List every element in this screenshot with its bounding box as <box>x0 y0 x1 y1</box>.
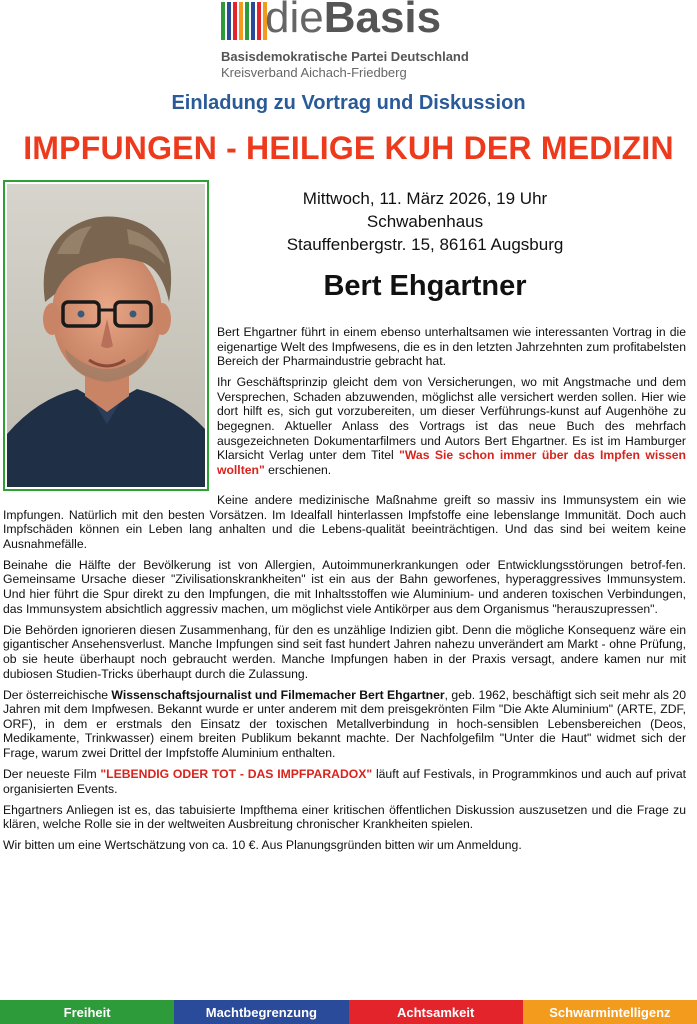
text-run: Der neueste Film <box>3 767 101 782</box>
logo-bar <box>227 2 231 40</box>
invite-heading: Einladung zu Vortrag und Diskussion <box>171 92 526 114</box>
footer-item-schwarmintelligenz: Schwarmintelligenz <box>523 1000 697 1024</box>
body-paragraph: Ehgartners Anliegen ist es, das tabuisierte Impfthema einer kritischen öffentlichen Diskussion auszusetzen und die Frage zu klären, welche Rolle sie in der weltweiten Ausbreitung chronischer Krankheiten spielen. <box>3 802 686 832</box>
text-run: , geb. 1962, beschäftigt sich seit mehr als 20 Jahren mit dem Impfwesen. Bekannt wurde er unter anderem mit dem preisgekrönten Film "Die Akte Aluminium" (ARTE, ZDF, ORF), in dem er erstmals den Einsatz der toxischen Metallverbindung in hoch-sensiblen Lebensbereichen (Deos, Medikamente, Trinkwasser) einem breiten Publikum bekannt machte. Der Nachfolgefilm "Unter die Haut" widmet sich der Frage, warum zwei Drittel der Impfstoffe Aluminium enthalten. <box>3 687 686 760</box>
logo-word-light: die <box>265 0 324 42</box>
footer-item-achtsamkeit: Achtsamkeit <box>349 1000 523 1024</box>
portrait-image <box>7 184 205 487</box>
logo-word-bold: Basis <box>323 0 442 42</box>
event-details <box>230 187 620 256</box>
body-paragraph: Wir bitten um eine Wertschätzung von ca. 10 €. Aus Planungsgründen bitten wir um Anmeldung. <box>3 838 522 853</box>
body-paragraph: Keine andere medizinische Maßnahme greift so massiv ins Immunsystem ein wie Impfungen. Natürlich mit den besten Vorsätzen. Im Idealfall hinterlassen Impfstoffe eine lebenslange Immunität. Doch auch Impfschäden können ein Leben lang anhalten und die Lebens-qualität beeinträchtigen. Und das sind bei weitem keine Ausnahmefälle. <box>3 493 686 551</box>
logo-color-bars <box>221 2 267 40</box>
page-title: IMPFUNGEN - HEILIGE KUH DER MEDIZIN <box>23 130 674 166</box>
intro-paragraph <box>217 375 686 477</box>
text-run: Der österreichische <box>3 687 112 702</box>
text-run: erschienen. <box>264 462 332 477</box>
event-address: Stauffenbergstr. 15, 86161 Augsburg <box>286 235 564 254</box>
body-paragraph <box>3 688 686 761</box>
book-title: "Was Sie schon immer über das Impfen wissen wollten" <box>217 448 686 477</box>
body-text <box>3 493 686 860</box>
text-run: läuft auf Festivals, in Programmkinos und auch auf privat organisierten Events. <box>3 767 686 796</box>
event-date: Mittwoch, 11. März 2026, 19 Uhr <box>302 189 548 208</box>
chapter-name: Kreisverband Aichach-Friedberg <box>221 65 407 80</box>
speaker-description: Wissenschaftsjournalist und Filmemacher Bert Ehgartner <box>111 687 445 702</box>
body-paragraph <box>3 767 686 796</box>
speaker-portrait <box>3 180 209 491</box>
logo-bar <box>221 2 225 40</box>
footer-item-machtbegrenzung: Machtbegrenzung <box>174 1000 348 1024</box>
body-paragraph: Beinahe die Hälfte der Bevölkerung ist von Allergien, Autoimmunerkrankungen oder Entwicklungsstörungen betrof-fen. Gemeinsame Ursache dieser "Zivilisationskrankheiten" ist ein aus der Bahn geworfenes, hyperaggressives Immunsystem. Und hier führt die Spur direkt zu den Impfungen, die mit Inhaltsstoffen wie Aluminium- und anderen toxischen Verbindungen, das Immunsystem absichtlich aggressiv machen, um möglichst viele Antikörper aus dem Organismus "herauszupressen". <box>3 557 686 616</box>
event-venue: Schwabenhaus <box>366 212 484 231</box>
footer-values-bar <box>0 1000 697 1024</box>
party-logo <box>221 0 481 82</box>
film-title: "LEBENDIG ODER TOT - DAS IMPFPARADOX" <box>100 767 373 782</box>
body-paragraph: Die Behörden ignorieren diesen Zusammenhang, für den es unzählige Indizien gibt. Denn die mögliche Konsequenz wäre ein gigantischer Ansehensverlust. Manche Impfungen sind seit fast hundert Jahren nahezu unverändert am Markt - ohne Prüfung, ob sie heute überhaupt noch gebraucht werden. Manche Impfungen haben in der Praxis versagt, andere kamen nur mit dubiosen Studien-Tricks überhaupt durch die Zulassung. <box>3 622 686 681</box>
intro-text <box>217 325 686 484</box>
logo-bar <box>245 2 249 40</box>
logo-wordmark <box>265 0 441 42</box>
footer-item-freiheit: Freiheit <box>0 1000 174 1024</box>
logo-bar <box>257 2 261 40</box>
intro-paragraph: Bert Ehgartner führt in einem ebenso unterhaltsamen wie interessanten Vortrag in die eigenartige Welt des Impfwesens, die es in den letzten Jahrzehnten zum profitabelsten Bereich der Pharmaindustrie gebracht hat. <box>217 325 686 369</box>
logo-bar <box>251 2 255 40</box>
text-run: Ihr Geschäftsprinzip gleicht dem von Versicherungen, wo mit Angstmache und dem Versprechen, Schaden abzuwenden, möglichst alle versichert werden sollen. Hier wie dort hilft es, sich gut vorzubereiten, um dieser Verführungs-kunst auf Augenhöhe zu begegnen. Aktueller Anlass des Vortrags ist das neue Buch des mehrfach ausgezeichneten Dokumentarfilmers und Autors Bert Ehgartner. Es ist im Hamburger Klarsicht Verlag unter dem Titel <box>217 375 686 463</box>
party-name: Basisdemokratische Partei Deutschland <box>221 49 469 64</box>
speaker-name: Bert Ehgartner <box>323 270 527 302</box>
logo-bar <box>233 2 237 40</box>
logo-bar <box>239 2 243 40</box>
